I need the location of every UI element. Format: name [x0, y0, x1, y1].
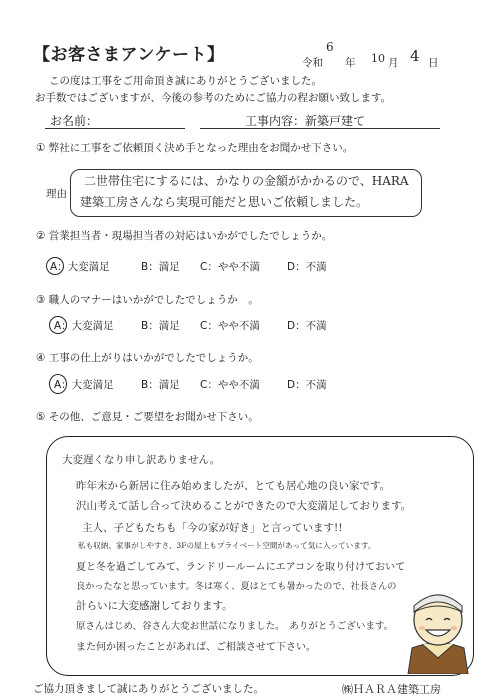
footer-thanks: ご協力頂きまして誠にありがとうございました。: [33, 683, 264, 695]
comment-line-10: また何か困ったことがあれば、ご相談させて下さい。: [76, 642, 316, 653]
q4-option-b[interactable]: B：満足: [141, 379, 180, 391]
question-3-text: ③ 職人のマナーはいかがでしたでしょうか 。: [36, 294, 259, 306]
comment-line-9: 原さんはじめ、谷さん大変お世話になりました。 ありがとうございます。: [76, 621, 394, 632]
q4-option-c[interactable]: C：やや不満: [200, 379, 260, 391]
q4-option-d[interactable]: D：不満: [287, 379, 327, 391]
date-month-value: 10: [371, 52, 385, 65]
date-day-value: 4: [410, 47, 420, 65]
reason-label: 理由: [46, 188, 67, 200]
date-month-label: 月: [388, 57, 399, 69]
date-year-value: 6: [326, 40, 334, 54]
q2-option-b[interactable]: B：満足: [141, 261, 180, 273]
question-4-text: ④ 工事の仕上がりはいかがでしたでしょうか。: [36, 352, 259, 364]
comment-line-2: 昨年末から新居に住み始めましたが、とても居心地の良い家です。: [76, 480, 391, 492]
reason-answer-line-1: 二世帯住宅にするには、かなりの金額がかかるので、HARA: [84, 174, 409, 188]
question-1-text: ① 弊社に工事をご依頼頂く決め手となった理由をお聞かせ下さい。: [36, 142, 354, 154]
comment-line-4: 主人、子どもたちも「今の家が好き」と言っています!!: [82, 522, 343, 534]
q3-option-d[interactable]: D：不満: [287, 320, 327, 332]
intro-line-2: お手数ではございますが、今後の参考のためにご協力の程お願い致します。: [35, 92, 392, 104]
name-label: お名前：: [50, 114, 99, 128]
q4-option-a[interactable]: A：大変満足: [54, 379, 114, 391]
question-2-text: ② 営業担当者・現場担当者の対応はいかがでしたでしょうか。: [36, 230, 333, 242]
date-era: 令和: [302, 57, 323, 69]
q2-option-c[interactable]: C：やや不満: [200, 261, 260, 273]
date-day-label: 日: [428, 57, 439, 69]
comment-line-7: 良かったなと思っています。冬は寒く、夏はとても暑かったので、社長さんの: [76, 581, 397, 592]
q2-option-d[interactable]: D：不満: [287, 261, 327, 273]
name-underline: [45, 128, 185, 129]
footer-company: ㈱ＨＡＲＡ建築工房: [342, 683, 441, 696]
q2-option-a[interactable]: A：大変満足: [50, 261, 110, 273]
intro-line-1: この度は工事をご用命頂き誠にありがとうございました。: [49, 75, 322, 87]
work-content-underline: [200, 128, 440, 129]
q3-option-b[interactable]: B：満足: [141, 320, 180, 332]
comment-line-1: 大変遅くなり申し訳ありません。: [62, 454, 221, 466]
reason-answer-line-2: 建築工房さんなら実現可能だと思いご依頼しました。: [80, 195, 369, 209]
comment-line-6: 夏と冬を過ごしてみて、ランドリールームにエアコンを取り付けておいて: [76, 562, 406, 573]
survey-title: 【お客さまアンケート】: [33, 45, 225, 65]
q3-option-c[interactable]: C：やや不満: [200, 320, 260, 332]
comment-line-3: 沢山考えて話し合って決めることができたので大変満足しております。: [76, 500, 412, 512]
mascot-carpenter-illustration: [398, 578, 478, 674]
q3-option-a[interactable]: A：大変満足: [54, 320, 114, 332]
work-content-label: 工事内容：新築戸建て: [245, 114, 366, 128]
question-5-text: ⑤ その他、ご意見・ご要望をお聞かせ下さい。: [36, 411, 259, 423]
comment-line-5: 私も収納、家事がしやすさ、3Fの屋上もプライベート空間があって気に入っています。: [78, 541, 376, 550]
date-year-label: 年: [345, 57, 356, 69]
comment-line-8: 計らいに大変感謝しております。: [76, 600, 233, 612]
